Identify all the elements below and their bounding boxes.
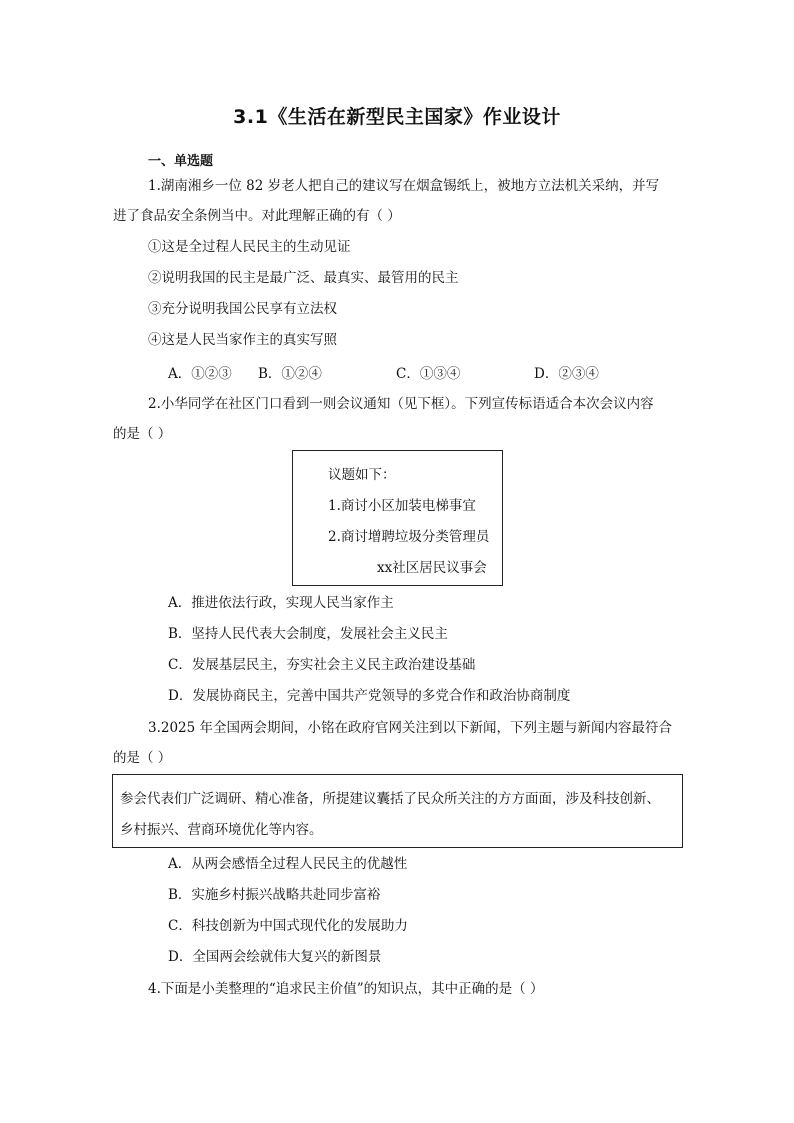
q1-statement-4: ④这是人民当家作主的真实写照	[148, 332, 337, 348]
q3-stem-line2: 的是（ ）	[113, 750, 172, 766]
news-line-1: 参会代表们广泛调研、精心准备，所提建议囊括了民众所关注的方方面面，涉及科技创新、	[120, 791, 660, 807]
q3-stem-line1: 3.2025 年全国两会期间，小铭在政府官网关注到以下新闻，下列主题与新闻内容最符合	[148, 720, 673, 736]
q2-option-d[interactable]: D．发展协商民主，完善中国共产党领导的多党合作和政治协商制度	[168, 688, 571, 704]
q1-stem-line1: 1.湖南湘乡一位 82 岁老人把自己的建议写在烟盒锡纸上，被地方立法机关采纳，并写	[148, 178, 660, 194]
q3-option-b[interactable]: B．实施乡村振兴战略共赴同步富裕	[168, 887, 381, 903]
notice-item-2: 2.商讨增聘垃圾分类管理员	[328, 529, 490, 545]
meeting-notice-box	[292, 450, 503, 586]
notice-heading: 议题如下：	[328, 467, 396, 483]
q4-stem-line1: 4.下面是小美整理的“追求民主价值”的知识点，其中正确的是（ ）	[148, 981, 544, 997]
q1-stem-line2: 进了食品安全条例当中。对此理解正确的有（ ）	[113, 208, 401, 224]
q2-stem-line1: 2.小华同学在社区门口看到一则会议通知（见下框）。下列宣传标语适合本次会议内容	[148, 396, 654, 412]
q2-option-c[interactable]: C．发展基层民主，夯实社会主义民主政治建设基础	[168, 657, 476, 673]
q3-option-d[interactable]: D．全国两会绘就伟大复兴的新图景	[168, 949, 382, 965]
notice-signature: xx社区居民议事会	[377, 560, 487, 576]
q1-statement-1: ①这是全过程人民民主的生动见证	[148, 239, 351, 255]
q3-option-c[interactable]: C．科技创新为中国式现代化的发展助力	[168, 918, 408, 934]
q1-choice-a[interactable]: A．①②③	[168, 366, 232, 382]
q2-option-a[interactable]: A．推进依法行政，实现人民当家作主	[168, 595, 394, 611]
q1-statement-2: ②说明我国的民主是最广泛、最真实、最管用的民主	[148, 270, 459, 286]
q1-choice-b[interactable]: B．①②④	[258, 366, 322, 382]
q1-choice-c[interactable]: C．①③④	[396, 366, 461, 382]
q2-option-b[interactable]: B．坚持人民代表大会制度，发展社会主义民主	[168, 626, 448, 642]
news-excerpt-box	[112, 774, 683, 848]
q3-option-a[interactable]: A．从两会感悟全过程人民民主的优越性	[168, 856, 408, 872]
document-title: 3.1《生活在新型民主国家》作业设计	[233, 106, 561, 128]
q1-choice-d[interactable]: D．②③④	[534, 366, 599, 382]
q1-statement-3: ③充分说明我国公民享有立法权	[148, 301, 337, 317]
notice-item-1: 1.商讨小区加装电梯事宜	[328, 498, 476, 514]
news-line-2: 乡村振兴、营商环境优化等内容。	[120, 822, 323, 838]
q2-stem-line2: 的是（ ）	[113, 426, 172, 442]
section-heading: 一、单选题	[148, 154, 214, 169]
